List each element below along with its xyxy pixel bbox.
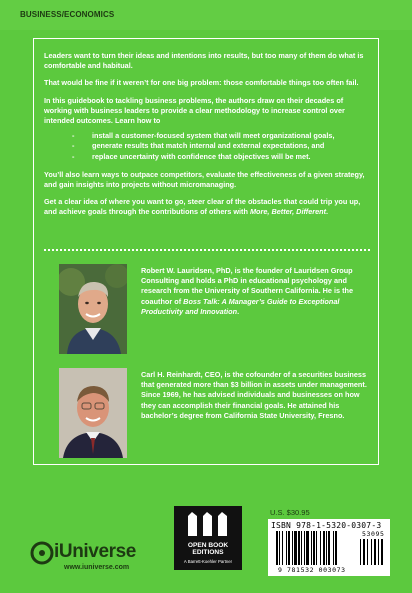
author-photo-reinhardt	[59, 368, 127, 458]
dotted-divider	[44, 249, 370, 251]
open-book-icon	[174, 508, 242, 542]
publisher-logo[interactable]	[30, 537, 170, 577]
publisher-url[interactable]: www.iuniverse.com	[64, 564, 130, 571]
barcode-addon-number: 53095	[362, 530, 385, 538]
blurb-paragraph-3: In this guidebook to tackling business problems, the authors draw on their decades of working with business leaders to provide a clear methodology to increase control over intended outcomes. Learn how to	[44, 95, 345, 126]
blurb-paragraph-1: Leaders want to turn their ideas and intentions into results, but too many of them do what is comfortable and habitual.	[44, 51, 364, 71]
isbn-barcode	[268, 519, 390, 576]
blurb-bullet: - install a customer-focused system that will meet organizational goals,	[72, 131, 335, 141]
barcode-ean-number: 9 781532 003073	[278, 566, 346, 574]
imprint-subtitle: A Barrett-Koehler Partner	[183, 559, 233, 564]
category-label: BUSINESS/ECONOMICS	[20, 10, 115, 19]
coauthored-book-title: Boss Talk: A Manager’s Guide to Exceptional Productivity and Innovation	[141, 296, 340, 316]
imprint-name: OPEN BOOK EDITIONS	[187, 542, 229, 557]
iuniverse-swirl-icon	[30, 541, 54, 565]
publisher-name: iUniverse	[54, 541, 136, 562]
blurb-paragraph-5: Get a clear idea of where you want to go, steer clear of the obstacles that could trip you up, and achieve goals through the contributions of others with More, Better, Different.	[44, 197, 361, 217]
blurb-bullet: - generate results that match internal and external expectations, and	[72, 141, 325, 151]
author-photo-lauridsen	[59, 264, 127, 354]
price-label: U.S. $30.95	[270, 508, 310, 517]
isbn-text: ISBN 978-1-5320-0307-3	[271, 521, 382, 530]
author-bio-reinhardt: Carl H. Reinhardt, CEO, is the cofounder of a securities business that generated more than $3 billion in assets under management. Since 1969, he has advised individuals and businesses on how they can accomplish their financial goals. He attained his bachelor’s degree from California State University, Fresno.	[141, 370, 367, 420]
blurb-paragraph-2: That would be fine if it weren’t for one big problem: those comfortable things too often fail.	[44, 78, 359, 88]
blurb-bullet-list	[72, 131, 372, 162]
blurb-bullet: - replace uncertainty with confidence that objectives will be met.	[72, 151, 311, 161]
author-bio-lauridsen: Robert W. Lauridsen, PhD, is the founder of Lauridsen Group Consulting and holds a PhD in educational psychology and research from the University of Southern California. He is the coauthor of Boss Talk: A Manager’s Guide to Exceptional Productivity and Innovation.	[141, 266, 354, 316]
blurb-paragraph-4: You’ll also learn ways to outpace competitors, evaluate the effectiveness of a given strategy, and gain insights into projects without micromanaging.	[44, 169, 365, 190]
open-book-editions-logo	[174, 506, 242, 570]
book-blurb	[44, 51, 372, 225]
back-cover-panel	[33, 38, 379, 465]
book-title-inline: More, Better, Different	[249, 207, 327, 217]
